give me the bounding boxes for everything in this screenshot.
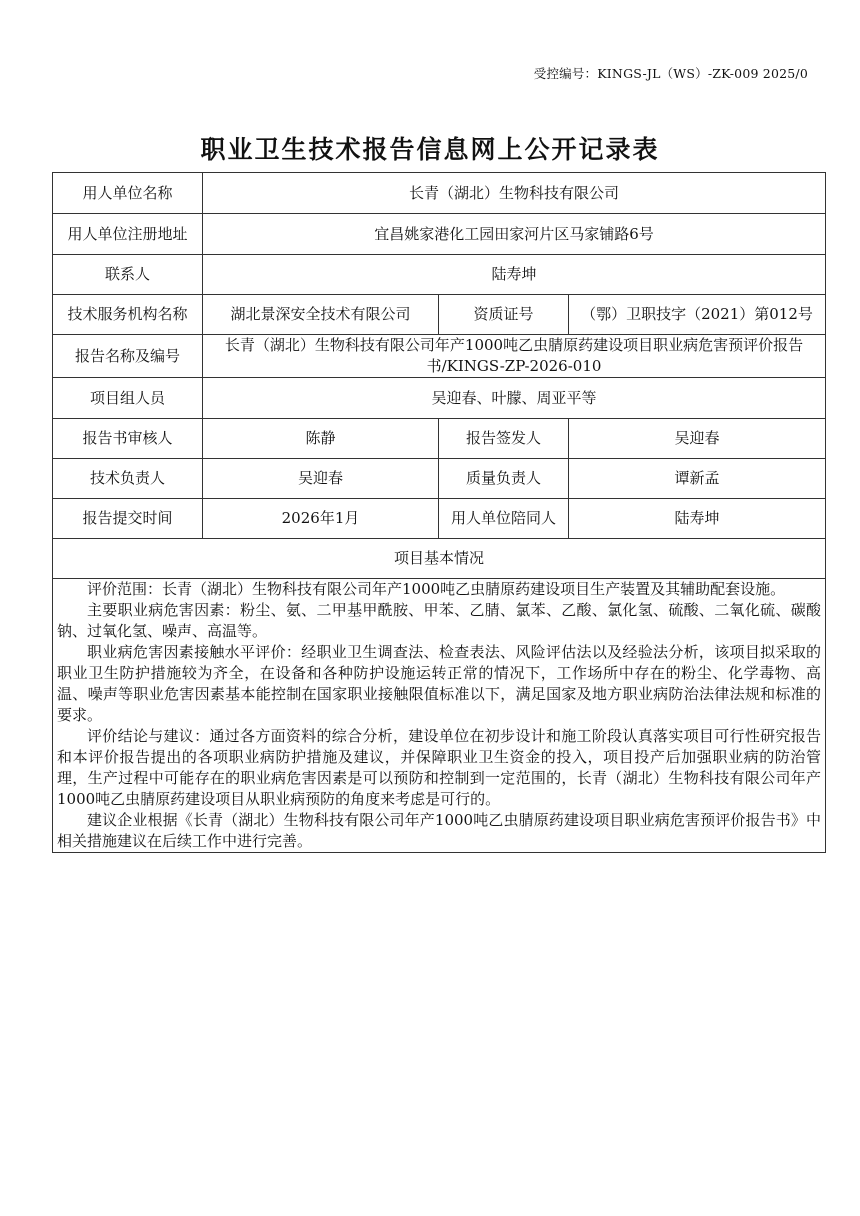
row-submit-time (53, 499, 826, 539)
qualification-label: 资质证号 (439, 295, 569, 335)
reviewer-label: 报告书审核人 (53, 419, 203, 459)
basic-info-body (53, 579, 826, 853)
row-contact (53, 255, 826, 295)
contact-value: 陆寿坤 (203, 255, 826, 295)
record-table (52, 172, 826, 853)
employer-name-value: 长青（湖北）生物科技有限公司 (203, 173, 826, 214)
row-basic-info-header (53, 539, 826, 579)
basic-info-label: 项目基本情况 (53, 539, 826, 579)
row-basic-info (53, 579, 826, 853)
row-employer-name (53, 173, 826, 214)
row-tech-lead (53, 459, 826, 499)
accompany-value: 陆寿坤 (569, 499, 826, 539)
row-employer-address (53, 214, 826, 255)
employer-address-label: 用人单位注册地址 (53, 214, 203, 255)
recommendation-paragraph: 建议企业根据《长青（湖北）生物科技有限公司年产1000吨乙虫腈原药建设项目职业病危害预评价报告书》中相关措施建议在后续工作中进行完善。 (57, 811, 822, 850)
report-label: 报告名称及编号 (53, 335, 203, 378)
tech-lead-value: 吴迎春 (203, 459, 439, 499)
employer-name-label: 用人单位名称 (53, 173, 203, 214)
quality-lead-label: 质量负责人 (439, 459, 569, 499)
exposure-evaluation-paragraph: 职业病危害因素接触水平评价：经职业卫生调查法、检查表法、风险评估法以及经验法分析，该项目拟采取的职业卫生防护措施较为齐全，在设备和各种防护设施运转正常的情况下，工作场所中存在的粉尘、化学毒物、高温、噪声等职业危害因素基本能控制在国家职业接触限值标准以下，满足国家及地方职业病防治法律法规和标准的要求。 (57, 643, 822, 724)
submit-time-value: 2026年1月 (203, 499, 439, 539)
employer-address-value: 宜昌姚家港化工园田家河片区马家铺路6号 (203, 214, 826, 255)
service-org-value: 湖北景深安全技术有限公司 (203, 295, 439, 335)
issuer-label: 报告签发人 (439, 419, 569, 459)
team-value: 吴迎春、叶朦、周亚平等 (203, 378, 826, 419)
conclusion-paragraph: 评价结论与建议：通过各方面资料的综合分析，建设单位在初步设计和施工阶段认真落实项目可行性研究报告和本评价报告提出的各项职业病防护措施及建议，并保障职业卫生资金的投入，项目投产后加强职业病的防治管理，生产过程中可能存在的职业病危害因素是可以预防和控制到一定范围的，长青（湖北）生物科技有限公司年产1000吨乙虫腈原药建设项目从职业病预防的角度来考虑是可行的。 (57, 727, 822, 808)
row-report (53, 335, 826, 378)
service-org-label: 技术服务机构名称 (53, 295, 203, 335)
team-label: 项目组人员 (53, 378, 203, 419)
accompany-label: 用人单位陪同人 (439, 499, 569, 539)
report-name-value: 长青（湖北）生物科技有限公司年产1000吨乙虫腈原药建设项目职业病危害预评价报告书/KINGS-ZP-2026-010 (203, 335, 826, 378)
submit-time-label: 报告提交时间 (53, 499, 203, 539)
control-number: 受控编号：KINGS-JL（WS）-ZK-009 2025/0 (533, 66, 808, 81)
scope-paragraph: 评价范围：长青（湖北）生物科技有限公司年产1000吨乙虫腈原药建设项目生产装置及其辅助配套设施。 (87, 580, 786, 598)
contact-label: 联系人 (53, 255, 203, 295)
reviewer-value: 陈静 (203, 419, 439, 459)
hazard-factors-paragraph: 主要职业病危害因素：粉尘、氨、二甲基甲酰胺、甲苯、乙腈、氯苯、乙酸、氯化氢、硫酸、二氧化硫、碳酸钠、过氧化氢、噪声、高温等。 (57, 601, 822, 640)
qualification-value: （鄂）卫职技字（2021）第012号 (569, 295, 826, 335)
quality-lead-value: 谭新孟 (569, 459, 826, 499)
row-reviewer (53, 419, 826, 459)
page-title: 职业卫生技术报告信息网上公开记录表 (200, 135, 660, 164)
row-team (53, 378, 826, 419)
issuer-value: 吴迎春 (569, 419, 826, 459)
tech-lead-label: 技术负责人 (53, 459, 203, 499)
row-service-org (53, 295, 826, 335)
